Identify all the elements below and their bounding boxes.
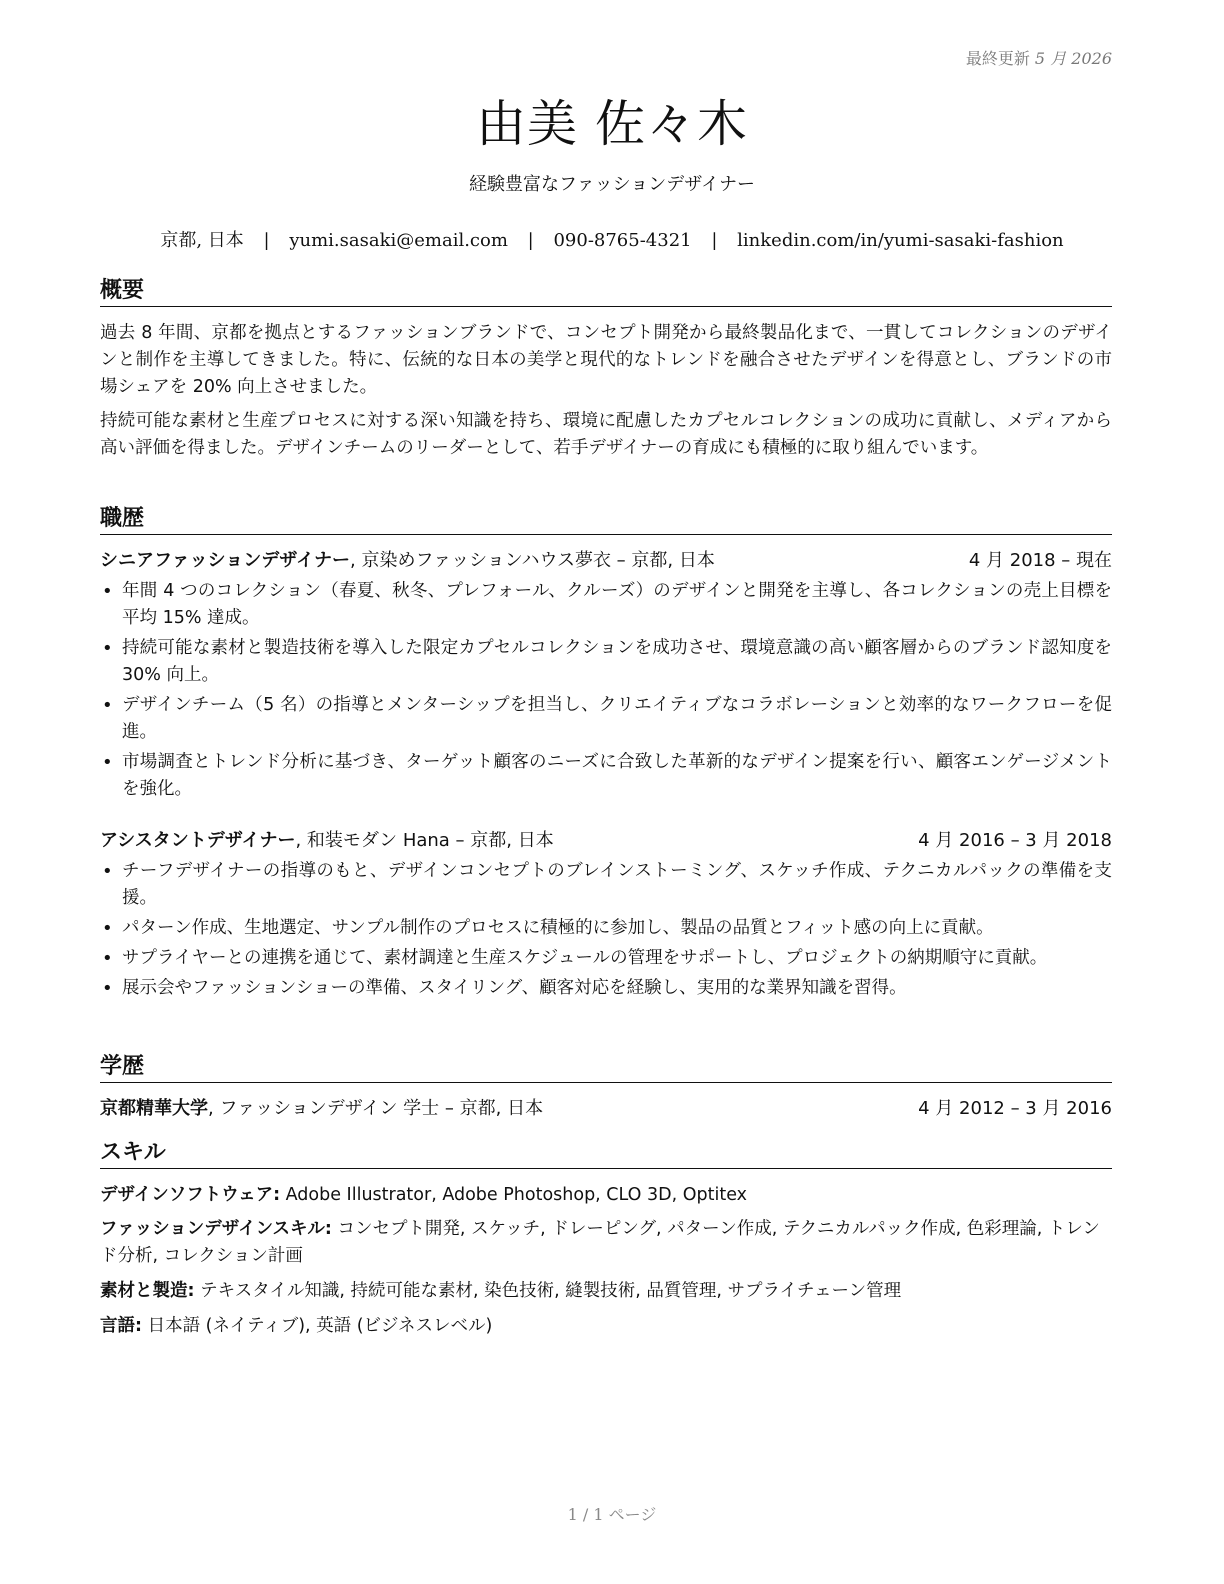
section-summary bbox=[100, 276, 1112, 307]
section-experience bbox=[100, 504, 1112, 535]
summary-paragraph: 過去 8 年間、京都を拠点とするファッションブランドで、コンセプト開発から最終製品化まで、一貫してコレクションのデザインと制作を主導してきました。特に、伝統的な日本の美学と現代的なトレンドを融合させたデザインを得意とし、ブランドの市場シェアを 20% 向上させました。 bbox=[100, 323, 1112, 397]
section-heading: 概要 bbox=[100, 278, 145, 303]
school-name: 京都精華大学 bbox=[100, 1098, 208, 1119]
skill-label: ファッションデザインスキル: bbox=[100, 1219, 332, 1239]
list-item: • 持続可能な素材と製造技術を導入した限定カプセルコレクションを成功させ、環境意識の高い顧客層からのブランド認知度を 30% 向上。 bbox=[100, 635, 1112, 689]
skill-row bbox=[100, 1313, 1112, 1340]
skill-label: デザインソフトウェア: bbox=[100, 1185, 281, 1205]
education-date: 4 月 2012 – 3 月 2016 bbox=[918, 1098, 1112, 1119]
list-item: • 年間 4 つのコレクション（春夏、秋冬、プレフォール、クルーズ）のデザインと開発を主導し、各コレクションの売上目標を平均 15% 達成。 bbox=[100, 578, 1112, 632]
job-date: 4 月 2016 – 3 月 2018 bbox=[918, 830, 1112, 851]
list-item: • チーフデザイナーの指導のもと、デザインコンセプトのブレインストーミング、スケッチ作成、テクニカルパックの準備を支援。 bbox=[100, 858, 1112, 912]
summary-paragraph: 持続可能な素材と生産プロセスに対する深い知識を持ち、環境に配慮したカプセルコレクションの成功に貢献し、メディアから高い評価を得ました。デザインチームのリーダーとして、若手デザイナーの育成にも積極的に取り組んでいます。 bbox=[100, 411, 1112, 458]
contact-location: 京都, 日本 bbox=[160, 230, 244, 251]
contact-separator: | bbox=[263, 230, 270, 251]
section-education bbox=[100, 1052, 1112, 1083]
contact-separator: | bbox=[527, 230, 534, 251]
skill-row bbox=[100, 1278, 1112, 1305]
page-number: 1 / 1 ページ bbox=[567, 1505, 657, 1524]
list-item: • デザインチーム（5 名）の指導とメンターシップを担当し、クリエイティブなコラボレーションと効率的なワークフローを促進。 bbox=[100, 692, 1112, 746]
list-item: • 市場調査とトレンド分析に基づき、ターゲット顧客のニーズに合致した革新的なデザイン提案を行い、顧客エンゲージメントを強化。 bbox=[100, 749, 1112, 803]
skill-row bbox=[100, 1216, 1112, 1270]
section-heading: スキル bbox=[100, 1140, 166, 1165]
list-item: • サプライヤーとの連携を通じて、素材調達と生産スケジュールの管理をサポートし、プロジェクトの納期順守に貢献。 bbox=[100, 945, 1112, 972]
job-company: , 京染めファッションハウス夢衣 – 京都, 日本 bbox=[350, 550, 715, 571]
candidate-subtitle: 経験豊富なファッションデザイナー bbox=[468, 174, 756, 195]
section-skills bbox=[100, 1138, 1112, 1169]
contact-line bbox=[0, 226, 1224, 252]
education-entry bbox=[100, 1096, 1112, 1122]
section-heading: 学歴 bbox=[100, 1054, 145, 1079]
job-header bbox=[100, 828, 1112, 854]
contact-separator: | bbox=[711, 230, 718, 251]
skill-row bbox=[100, 1182, 1112, 1209]
skill-value: 日本語 (ネイティブ), 英語 (ビジネスレベル) bbox=[142, 1316, 493, 1336]
skill-label: 素材と製造: bbox=[100, 1281, 195, 1301]
candidate-name: 由美 佐々木 bbox=[476, 95, 748, 153]
contact-email[interactable]: yumi.sasaki@email.com bbox=[289, 230, 508, 251]
skill-value: コンセプト開発, スケッチ, ドレーピング, パターン作成, テクニカルパック作成, 色彩理論, トレンド分析, コレクション計画 bbox=[100, 1219, 1100, 1266]
job-bullets bbox=[100, 858, 1112, 1005]
job-bullets bbox=[100, 578, 1112, 806]
contact-linkedin[interactable]: linkedin.com/in/yumi-sasaki-fashion bbox=[737, 230, 1064, 251]
job-company: , 和装モダン Hana – 京都, 日本 bbox=[295, 830, 554, 851]
job-date: 4 月 2018 – 現在 bbox=[968, 550, 1112, 571]
skill-value: Adobe Illustrator, Adobe Photoshop, CLO 3D, Optitex bbox=[280, 1185, 748, 1205]
last-updated-label: 最終更新 bbox=[965, 49, 1030, 68]
job-title: シニアファッションデザイナー bbox=[100, 550, 351, 571]
job-title: アシスタントデザイナー bbox=[100, 830, 296, 851]
skill-value: テキスタイル知識, 持続可能な素材, 染色技術, 縫製技術, 品質管理, サプライチェーン管理 bbox=[194, 1281, 902, 1301]
list-item: • 展示会やファッションショーの準備、スタイリング、顧客対応を経験し、実用的な業界知識を習得。 bbox=[100, 975, 1112, 1002]
last-updated-value: 5 月 2026 bbox=[1034, 49, 1112, 68]
contact-phone[interactable]: 090-8765-4321 bbox=[553, 230, 692, 251]
skill-label: 言語: bbox=[100, 1316, 142, 1336]
last-updated bbox=[966, 46, 1112, 69]
list-item: • パターン作成、生地選定、サンプル制作のプロセスに積極的に参加し、製品の品質とフィット感の向上に貢献。 bbox=[100, 915, 1112, 942]
degree-detail: , ファッションデザイン 学士 – 京都, 日本 bbox=[208, 1098, 544, 1119]
job-header bbox=[100, 548, 1112, 574]
section-heading: 職歴 bbox=[100, 506, 145, 531]
